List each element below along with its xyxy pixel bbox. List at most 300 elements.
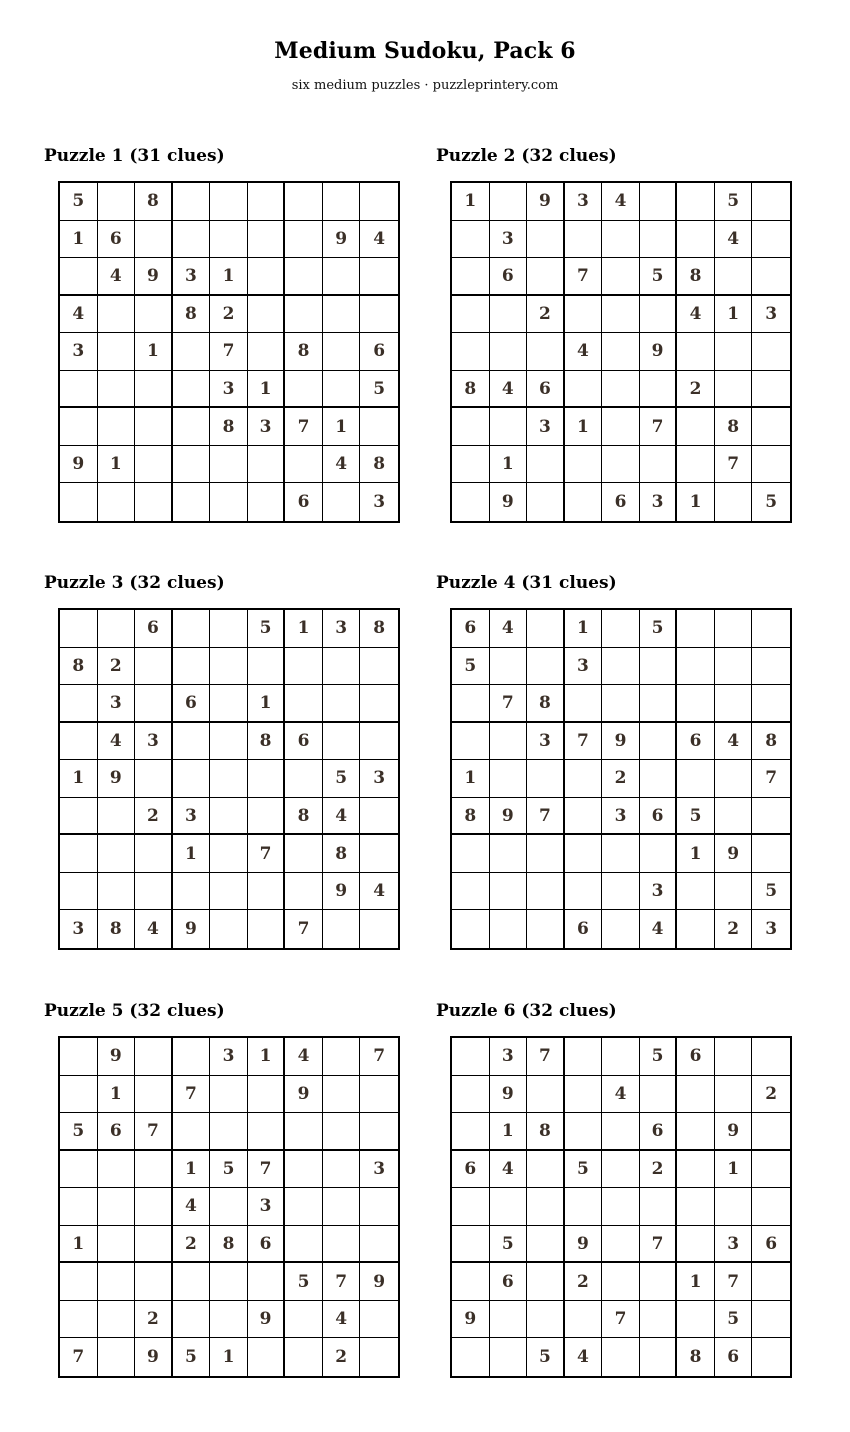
sudoku-cell: 1	[677, 835, 715, 873]
sudoku-cell	[715, 685, 753, 723]
sudoku-cell	[210, 760, 248, 798]
page-title: Medium Sudoku, Pack 6	[274, 38, 576, 64]
sudoku-cell: 5	[565, 1151, 603, 1189]
sudoku-cell	[323, 1151, 361, 1189]
sudoku-cell: 3	[60, 333, 98, 371]
sudoku-cell	[173, 446, 211, 484]
sudoku-cell	[527, 1226, 565, 1264]
sudoku-cell: 1	[210, 258, 248, 296]
sudoku-cell: 5	[210, 1151, 248, 1189]
sudoku-cell	[60, 798, 98, 836]
sudoku-cell	[360, 296, 398, 334]
sudoku-cell	[173, 183, 211, 221]
sudoku-cell	[752, 835, 790, 873]
sudoku-cell	[285, 1226, 323, 1264]
sudoku-cell: 8	[527, 1113, 565, 1151]
sudoku-cell: 4	[60, 296, 98, 334]
sudoku-cell	[285, 835, 323, 873]
sudoku-cell	[490, 408, 528, 446]
sudoku-cell	[360, 183, 398, 221]
sudoku-cell: 7	[248, 1151, 286, 1189]
sudoku-cell	[490, 835, 528, 873]
sudoku-cell: 1	[323, 408, 361, 446]
sudoku-cell: 4	[360, 873, 398, 911]
sudoku-cell: 8	[210, 408, 248, 446]
sudoku-cell	[565, 483, 603, 521]
sudoku-cell: 5	[60, 1113, 98, 1151]
sudoku-cell: 9	[285, 1076, 323, 1114]
sudoku-cell	[98, 408, 136, 446]
sudoku-cell	[527, 483, 565, 521]
sudoku-cell: 3	[135, 723, 173, 761]
sudoku-cell	[323, 1076, 361, 1114]
sudoku-cell: 9	[527, 183, 565, 221]
sudoku-cell	[677, 446, 715, 484]
sudoku-cell: 9	[135, 258, 173, 296]
sudoku-cell	[752, 371, 790, 409]
sudoku-cell: 3	[210, 371, 248, 409]
sudoku-cell	[602, 408, 640, 446]
sudoku-cell	[452, 910, 490, 948]
sudoku-cell	[752, 685, 790, 723]
sudoku-cell	[452, 835, 490, 873]
sudoku-cell	[173, 1038, 211, 1076]
sudoku-cell: 7	[323, 1263, 361, 1301]
sudoku-cell: 1	[60, 1226, 98, 1264]
sudoku-cell	[640, 648, 678, 686]
sudoku-cell: 7	[60, 1338, 98, 1376]
sudoku-cell: 6	[490, 258, 528, 296]
sudoku-cell: 3	[527, 723, 565, 761]
sudoku-cell	[210, 1301, 248, 1339]
sudoku-cell	[248, 1263, 286, 1301]
sudoku-cell	[602, 1113, 640, 1151]
sudoku-cell	[677, 873, 715, 911]
sudoku-cell: 7	[527, 1038, 565, 1076]
sudoku-cell: 4	[677, 296, 715, 334]
sudoku-cell: 6	[640, 1113, 678, 1151]
sudoku-cell: 5	[640, 1038, 678, 1076]
sudoku-cell	[135, 648, 173, 686]
sudoku-cell	[527, 1188, 565, 1226]
sudoku-cell	[135, 296, 173, 334]
sudoku-cell	[210, 1113, 248, 1151]
puzzle-title: Puzzle 1 (31 clues)	[44, 146, 225, 166]
sudoku-cell: 3	[527, 408, 565, 446]
sudoku-cell: 2	[602, 760, 640, 798]
sudoku-cell: 3	[248, 408, 286, 446]
sudoku-cell	[602, 1263, 640, 1301]
sudoku-cell	[60, 1301, 98, 1339]
sudoku-cell	[565, 1188, 603, 1226]
sudoku-cell	[602, 1038, 640, 1076]
sudoku-cell	[752, 798, 790, 836]
sudoku-cell	[173, 760, 211, 798]
sudoku-cell: 5	[323, 760, 361, 798]
sudoku-cell	[285, 1338, 323, 1376]
sudoku-cell	[173, 1113, 211, 1151]
sudoku-cell: 1	[60, 221, 98, 259]
sudoku-cell: 1	[248, 1038, 286, 1076]
sudoku-cell: 1	[490, 446, 528, 484]
sudoku-cell	[715, 371, 753, 409]
sudoku-cell	[98, 610, 136, 648]
sudoku-cell	[527, 835, 565, 873]
sudoku-cell	[210, 798, 248, 836]
sudoku-grid	[58, 608, 400, 950]
sudoku-cell	[602, 446, 640, 484]
sudoku-cell	[60, 483, 98, 521]
sudoku-cell	[602, 296, 640, 334]
sudoku-cell	[752, 1113, 790, 1151]
sudoku-cell	[527, 1151, 565, 1189]
sudoku-cell	[248, 910, 286, 948]
sudoku-cell	[323, 723, 361, 761]
sudoku-cell	[640, 685, 678, 723]
sudoku-cell: 5	[60, 183, 98, 221]
sudoku-cell	[98, 835, 136, 873]
sudoku-cell: 5	[173, 1338, 211, 1376]
sudoku-cell	[640, 183, 678, 221]
sudoku-cell	[98, 296, 136, 334]
sudoku-cell	[210, 183, 248, 221]
sudoku-cell	[248, 1113, 286, 1151]
sudoku-cell	[173, 1301, 211, 1339]
sudoku-cell	[323, 685, 361, 723]
sudoku-cell	[602, 221, 640, 259]
sudoku-cell: 6	[602, 483, 640, 521]
sudoku-cell: 1	[285, 610, 323, 648]
sudoku-cell	[360, 835, 398, 873]
sudoku-cell: 9	[490, 1076, 528, 1114]
sudoku-cell: 4	[490, 610, 528, 648]
sudoku-cell: 2	[173, 1226, 211, 1264]
sudoku-cell	[285, 296, 323, 334]
sudoku-cell	[677, 1151, 715, 1189]
sudoku-cell	[565, 685, 603, 723]
sudoku-cell: 6	[752, 1226, 790, 1264]
sudoku-cell: 7	[602, 1301, 640, 1339]
sudoku-cell	[640, 371, 678, 409]
sudoku-cell	[285, 1188, 323, 1226]
sudoku-cell	[752, 1038, 790, 1076]
sudoku-cell	[173, 873, 211, 911]
sudoku-cell	[210, 446, 248, 484]
sudoku-cell	[210, 685, 248, 723]
sudoku-cell	[490, 873, 528, 911]
sudoku-cell	[715, 873, 753, 911]
sudoku-cell	[452, 446, 490, 484]
sudoku-cell	[248, 483, 286, 521]
sudoku-cell	[210, 1188, 248, 1226]
sudoku-cell: 5	[765, 492, 778, 513]
sudoku-cell: 3	[640, 873, 678, 911]
sudoku-cell	[602, 1338, 640, 1376]
sudoku-cell	[752, 610, 790, 648]
sudoku-cell	[173, 333, 211, 371]
sudoku-cell: 1	[135, 333, 173, 371]
sudoku-cell: 4	[285, 1038, 323, 1076]
sudoku-cell	[527, 873, 565, 911]
sudoku-cell	[360, 408, 398, 446]
sudoku-cell	[602, 610, 640, 648]
sudoku-cell	[135, 1151, 173, 1189]
sudoku-cell: 3	[60, 910, 98, 948]
sudoku-grid	[450, 608, 792, 950]
sudoku-cell	[490, 183, 528, 221]
sudoku-cell	[360, 1113, 398, 1151]
sudoku-cell	[565, 798, 603, 836]
sudoku-cell	[565, 446, 603, 484]
sudoku-cell	[640, 1188, 678, 1226]
sudoku-cell	[135, 408, 173, 446]
sudoku-cell	[527, 1301, 565, 1339]
sudoku-cell: 3	[765, 919, 778, 940]
sudoku-cell: 7	[360, 1038, 398, 1076]
sudoku-cell	[677, 408, 715, 446]
sudoku-cell	[60, 723, 98, 761]
sudoku-cell	[452, 1338, 490, 1376]
sudoku-cell	[490, 1301, 528, 1339]
sudoku-cell	[715, 1188, 753, 1226]
sudoku-cell	[452, 1263, 490, 1301]
sudoku-cell	[210, 723, 248, 761]
sudoku-cell	[135, 835, 173, 873]
sudoku-cell: 3	[640, 483, 678, 521]
sudoku-cell: 5	[248, 610, 286, 648]
sudoku-cell	[285, 760, 323, 798]
sudoku-cell	[210, 873, 248, 911]
sudoku-cell: 4	[640, 910, 678, 948]
sudoku-cell: 4	[98, 258, 136, 296]
sudoku-cell	[640, 446, 678, 484]
sudoku-cell: 6	[452, 610, 490, 648]
sudoku-cell: 7	[565, 258, 603, 296]
sudoku-cell: 9	[490, 798, 528, 836]
sudoku-cell: 9	[98, 1038, 136, 1076]
sudoku-cell	[173, 221, 211, 259]
sudoku-cell	[210, 648, 248, 686]
sudoku-cell	[285, 1301, 323, 1339]
sudoku-cell: 4	[715, 723, 753, 761]
sudoku-cell	[677, 760, 715, 798]
sudoku-cell	[360, 1076, 398, 1114]
sudoku-cell: 9	[135, 1338, 173, 1376]
sudoku-cell	[715, 333, 753, 371]
sudoku-cell: 9	[715, 835, 753, 873]
sudoku-cell: 6	[98, 1113, 136, 1151]
sudoku-cell	[248, 296, 286, 334]
sudoku-cell	[677, 183, 715, 221]
sudoku-cell: 7	[490, 685, 528, 723]
puzzle-title: Puzzle 6 (32 clues)	[436, 1001, 617, 1021]
sudoku-cell	[752, 1151, 790, 1189]
sudoku-cell	[60, 1188, 98, 1226]
sudoku-cell	[565, 873, 603, 911]
puzzle-title: Puzzle 3 (32 clues)	[44, 573, 225, 593]
sudoku-cell: 8	[360, 446, 398, 484]
sudoku-cell: 4	[323, 1301, 361, 1339]
sudoku-cell	[602, 648, 640, 686]
sudoku-cell	[677, 1301, 715, 1339]
sudoku-cell	[60, 408, 98, 446]
sudoku-cell	[210, 835, 248, 873]
sudoku-cell: 8	[98, 910, 136, 948]
sudoku-cell	[715, 798, 753, 836]
sudoku-cell	[752, 221, 790, 259]
sudoku-cell: 4	[490, 1151, 528, 1189]
sudoku-cell: 9	[248, 1301, 286, 1339]
sudoku-cell	[98, 183, 136, 221]
sudoku-cell: 8	[752, 723, 790, 761]
sudoku-cell: 5	[527, 1338, 565, 1376]
sudoku-cell	[452, 723, 490, 761]
sudoku-cell	[135, 873, 173, 911]
sudoku-cell: 8	[715, 408, 753, 446]
sudoku-cell	[490, 648, 528, 686]
sudoku-cell	[248, 221, 286, 259]
sudoku-cell	[60, 835, 98, 873]
sudoku-cell	[360, 1226, 398, 1264]
sudoku-cell	[285, 685, 323, 723]
sudoku-cell	[527, 333, 565, 371]
sudoku-cell	[135, 760, 173, 798]
sudoku-cell: 4	[98, 723, 136, 761]
sudoku-cell: 2	[210, 296, 248, 334]
sudoku-cell: 7	[248, 835, 286, 873]
sudoku-cell: 1	[173, 835, 211, 873]
sudoku-cell: 9	[452, 1301, 490, 1339]
sudoku-cell: 2	[98, 648, 136, 686]
sudoku-cell: 9	[490, 483, 528, 521]
sudoku-cell	[452, 408, 490, 446]
sudoku-cell	[285, 873, 323, 911]
sudoku-cell	[452, 1188, 490, 1226]
sudoku-cell	[98, 798, 136, 836]
sudoku-cell: 4	[135, 910, 173, 948]
sudoku-cell: 3	[490, 221, 528, 259]
sudoku-cell: 6	[135, 610, 173, 648]
sudoku-cell	[285, 371, 323, 409]
sudoku-cell	[173, 610, 211, 648]
sudoku-cell: 2	[527, 296, 565, 334]
sudoku-cell	[60, 873, 98, 911]
sudoku-cell	[248, 873, 286, 911]
sudoku-grid	[450, 181, 792, 523]
sudoku-cell	[98, 1263, 136, 1301]
sudoku-cell	[452, 873, 490, 911]
sudoku-cell	[210, 221, 248, 259]
sudoku-cell	[677, 221, 715, 259]
sudoku-cell: 9	[640, 333, 678, 371]
sudoku-cell	[677, 610, 715, 648]
sudoku-cell	[323, 371, 361, 409]
sudoku-cell	[285, 258, 323, 296]
sudoku-cell	[752, 258, 790, 296]
sudoku-cell: 9	[360, 1263, 398, 1301]
sudoku-cell	[323, 296, 361, 334]
sudoku-cell: 5	[452, 648, 490, 686]
sudoku-cell	[360, 1338, 398, 1376]
sudoku-cell	[98, 1226, 136, 1264]
sudoku-cell: 1	[565, 610, 603, 648]
sudoku-cell: 9	[98, 760, 136, 798]
sudoku-cell	[323, 333, 361, 371]
sudoku-cell	[323, 1113, 361, 1151]
sudoku-cell: 7	[135, 1113, 173, 1151]
sudoku-cell: 6	[285, 483, 323, 521]
sudoku-cell	[677, 685, 715, 723]
sudoku-cell: 6	[360, 333, 398, 371]
sudoku-cell	[173, 408, 211, 446]
sudoku-cell	[715, 483, 753, 521]
sudoku-cell: 3	[323, 610, 361, 648]
sudoku-cell	[752, 183, 790, 221]
sudoku-cell	[452, 296, 490, 334]
sudoku-cell: 6	[640, 798, 678, 836]
sudoku-cell: 1	[98, 446, 136, 484]
sudoku-cell: 2	[135, 1301, 173, 1339]
sudoku-cell	[323, 1226, 361, 1264]
sudoku-cell: 1	[677, 483, 715, 521]
sudoku-cell: 6	[173, 685, 211, 723]
sudoku-cell	[640, 1338, 678, 1376]
sudoku-cell: 8	[285, 333, 323, 371]
sudoku-cell: 9	[173, 910, 211, 948]
sudoku-cell: 4	[323, 798, 361, 836]
sudoku-cell: 5	[285, 1263, 323, 1301]
sudoku-cell: 8	[173, 296, 211, 334]
sudoku-cell	[135, 221, 173, 259]
sudoku-cell	[135, 1188, 173, 1226]
sudoku-cell	[452, 1226, 490, 1264]
sudoku-cell: 1	[248, 685, 286, 723]
sudoku-cell	[602, 1226, 640, 1264]
sudoku-cell: 2	[135, 798, 173, 836]
sudoku-cell	[677, 648, 715, 686]
sudoku-cell: 8	[248, 723, 286, 761]
sudoku-cell	[360, 798, 398, 836]
sudoku-cell: 4	[715, 221, 753, 259]
sudoku-cell	[360, 1188, 398, 1226]
sudoku-cell: 1	[248, 371, 286, 409]
sudoku-cell	[490, 760, 528, 798]
sudoku-cell	[602, 1188, 640, 1226]
puzzle-title: Puzzle 2 (32 clues)	[436, 146, 617, 166]
sudoku-cell: 6	[527, 371, 565, 409]
sudoku-cell: 3	[360, 1151, 398, 1189]
sudoku-cell	[527, 258, 565, 296]
sudoku-cell	[285, 221, 323, 259]
sudoku-cell	[752, 408, 790, 446]
sudoku-cell	[527, 221, 565, 259]
sudoku-cell: 2	[677, 371, 715, 409]
sudoku-cell	[565, 296, 603, 334]
sudoku-cell	[210, 1076, 248, 1114]
sudoku-cell	[360, 258, 398, 296]
sudoku-cell	[360, 648, 398, 686]
sudoku-cell	[98, 371, 136, 409]
sudoku-cell	[360, 910, 398, 948]
sudoku-cell	[248, 446, 286, 484]
sudoku-cell	[752, 446, 790, 484]
sudoku-cell: 6	[565, 910, 603, 948]
sudoku-cell	[677, 1113, 715, 1151]
sudoku-cell	[360, 685, 398, 723]
sudoku-cell: 8	[452, 371, 490, 409]
sudoku-cell: 3	[173, 798, 211, 836]
sudoku-cell: 8	[210, 1226, 248, 1264]
